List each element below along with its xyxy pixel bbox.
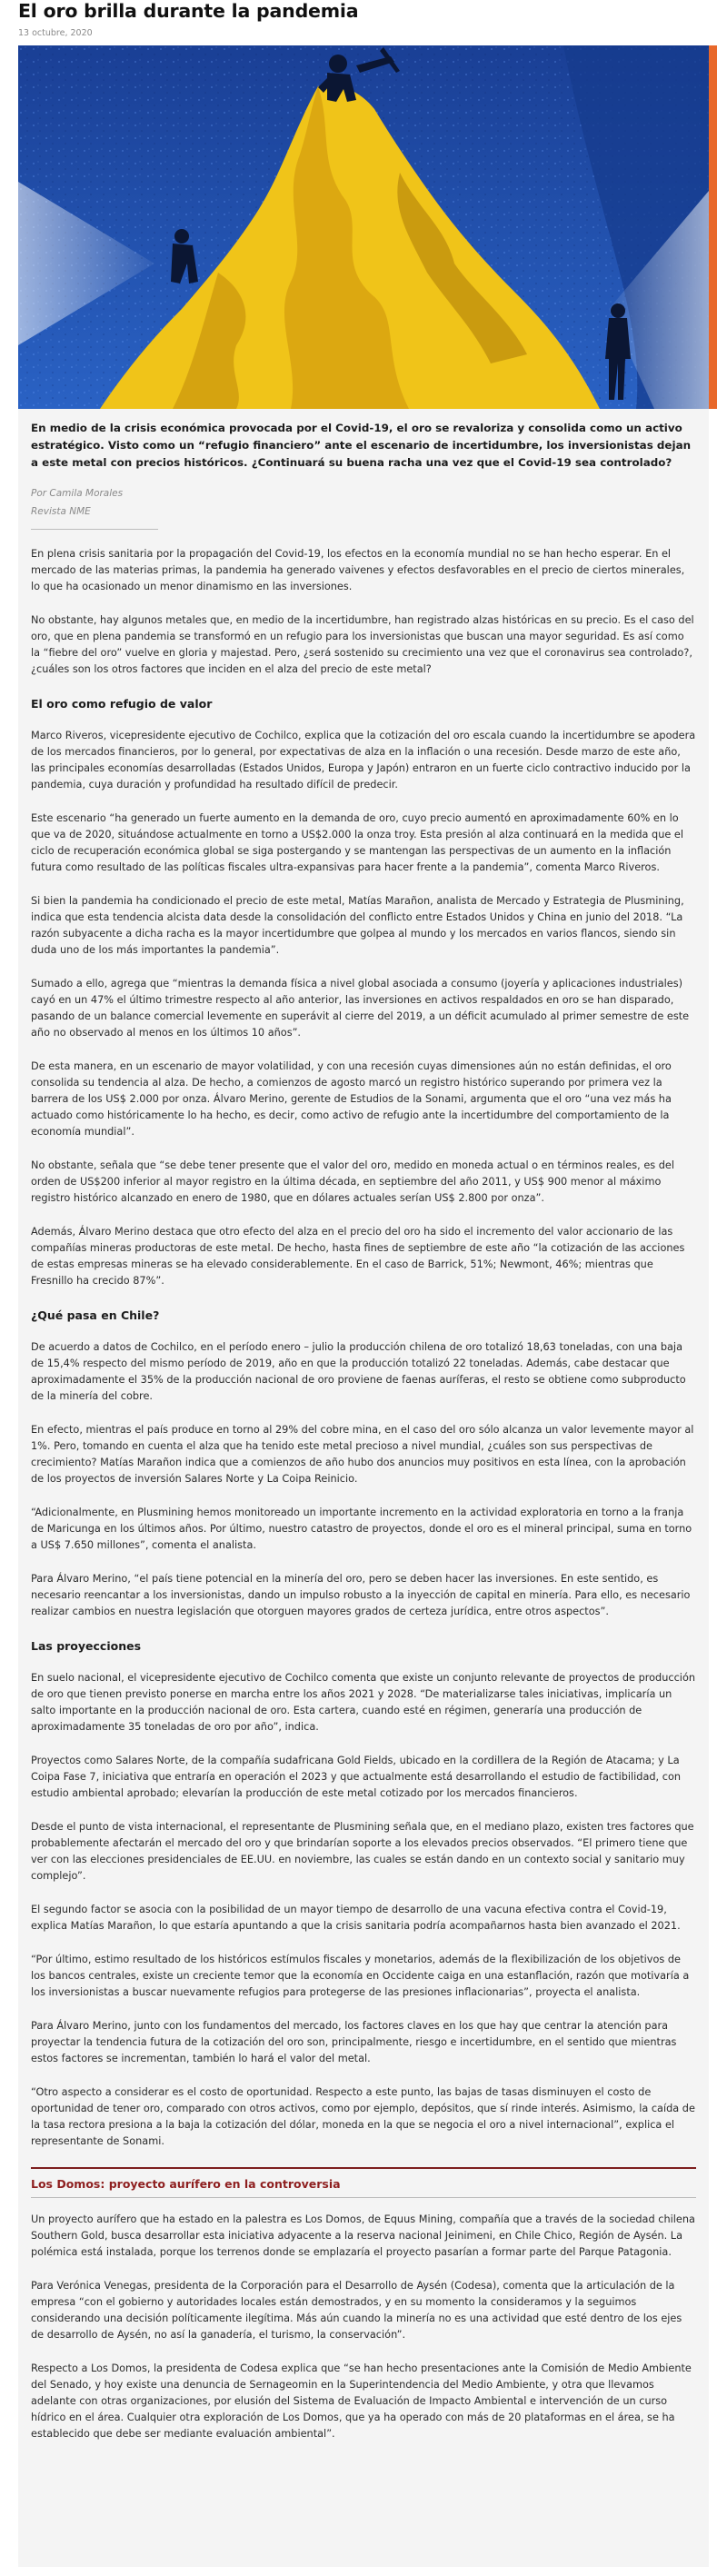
paragraph: El segundo factor se asocia con la posibilidad de un mayor tiempo de desarrollo de una vacuna efectiva contra el Covid-19, explica Matías Marañon, lo que estaría apuntando a que la crisis sanitaria podría acompañarnos hasta bien avanzado el 2021. [31,1904,681,1932]
paragraph: Si bien la pandemia ha condicionado el precio de este metal, Matías Marañon, analista de Mercado y Estrategia de Plusmining, indica que esta tendencia alcista data desde la consolidación del conflicto entre Estados Unidos y China en junio del 2018. “La razón subyacente a dicha racha es la mayor incertidumbre que golpea al mundo y los mercados en varios flancos, siendo sin duda uno de los más importantes la pandemia”. [31,895,684,956]
paragraph: “Adicionalmente, en Plusmining hemos monitoreado un importante incremento en la actividad exploratoria en torno a la franja de Maricunga en los últimos años. Por último, nuestro catastro de proyectos, donde el oro es el mineral principal, suma en torno a US$ 7.650 millones”, comenta el analista. [31,1507,692,1551]
paragraph: En efecto, mientras el país produce en torno al 29% del cobre mina, en el caso del oro sólo alcanza un valor levemente mayor al 1%. Pero, tomando en cuenta el alza que ha tenido este metal precioso a nivel mundial, ¿cuáles son sus perspectivas de crecimiento? Matías Marañon indica que a comienzos de año hubo dos anuncios muy positivos en esta línea, con la aprobación de los proyectos de inversión Salares Norte y La Coipa Reinicio. [31,1424,694,1485]
article-body [18,409,709,2567]
accent-strip [709,45,717,409]
section-heading: Las proyecciones [31,1639,142,1653]
box-top-border [31,2167,696,2169]
article-title: El oro brilla durante la pandemia [18,0,359,22]
paragraph: De acuerdo a datos de Cochilco, en el período enero – julio la producción chilena de oro totalizó 18,63 toneladas, con una baja de 15,4% respecto del mismo período de 2019, año en que la producción totalizó 22 toneladas. Además, cabe destacar que aproximadamente el 35% de la producción nacional de oro proviene de faenas auríferas, el resto se obtiene como subproducto de la minería del cobre. [31,1341,686,1402]
article-lead: En medio de la crisis económica provocada por el Covid-19, el oro se revaloriza y consolida como un activo estratégico. Visto como un “refugio financiero” ante el escenario de incertidumbre, los inversionistas dejan a este metal con precios históricos. ¿Continuará su buena racha una vez que el Covid-19 sea controlado? [31,422,692,469]
box-paragraph: Respecto a Los Domos, la presidenta de Codesa explica que “se han hecho presentaciones ante la Comisión de Medio Ambiente del Senado, y hoy existe una denuncia de Sernageomin en la Superintendencia del Medio Ambiente, y otra que llevamos adelante con otras organizaciones, por elusión del Sistema de Evaluación de Impacto Ambiental e intervención de un curso hídrico en el área. Cualquier otra exploración de Los Domos, que ya ha operado con más de 20 plataformas en el área, se ha establecido que debe ser mediante evaluación ambiental”. [31,2362,692,2440]
paragraph: No obstante, señala que “se debe tener presente que el valor del oro, medido en moneda actual o en términos reales, es del orden de US$200 inferior al mayor registro en la última década, en septiembre del año 2011, y US$ 900 menor al máximo registro histórico alcanzado en enero de 1980, que en dólares actuales serían US$ 2.800 por onza”. [31,1159,675,1204]
paragraph: En suelo nacional, el vicepresidente ejecutivo de Cochilco comenta que existe un conjunto relevante de proyectos de producción de oro que tienen previsto ponerse en marcha entre los años 2021 y 2028. “De materializarse tales iniciativas, implicaría un salto importante en la producción nacional de oro. Esta cartera, cuando esté en régimen, generaría una producción de aproximadamente 35 toneladas de oro por año”, indica. [31,1672,696,1733]
byline-divider [31,529,158,530]
paragraph: Para Álvaro Merino, “el país tiene potencial en la minería del oro, pero se deben hacer las inversiones. En este sentido, es necesario reencantar a los inversionistas, dando un impulso robusto a la inyección de capital en minería. Para ello, es necesario realizar cambios en nuestra legislación que otorguen mayores grados de certeza jurídica, entre otros aspectos”. [31,1573,691,1617]
author: Por Camila Morales [31,488,124,499]
intro-paragraph: En plena crisis sanitaria por la propagación del Covid-19, los efectos en la economía mundial no se han hecho esperar. En el mercado de las materias primas, la pandemia ha generado vaivenes y efectos desfavorables en el precio de ciertos minerales, lo que ha ocasionado un menor dinamismo en las inversiones. [31,548,685,592]
publication: Revista NME [31,506,91,517]
paragraph: Desde el punto de vista internacional, el representante de Plusmining señala que, en el mediano plazo, existen tres factores que probablemente afectarán el mercado del oro y que brindarían soporte a los elevados precios observados. “El primero tiene que ver con las elecciones presidenciales de EE.UU. en noviembre, las cuales se están dando en un contexto social y sanitario muy complejo”. [31,1821,694,1882]
box-paragraph: Un proyecto aurífero que ha estado en la palestra es Los Domos, de Equus Mining, compañía que a través de la sociedad chilena Southern Gold, busca desarrollar esta iniciativa adyacente a la reserva nacional Jeinimeni, en Chile Chico, Región de Aysén. La polémica está instalada, porque los terrenos donde se emplazaría el proyecto pasarían a formar parte del Parque Patagonia. [31,2213,695,2258]
box-heading: Los Domos: proyecto aurífero en la controversia [31,2177,341,2191]
paragraph: “Por último, estimo resultado de los históricos estímulos fiscales y monetarios, además de la flexibilización de los objetivos de los bancos centrales, existe un creciente temor que la economía en Occidente caiga en una estanflación, razón que motivaría a los inversionistas a buscar nuevamente refugios para protegerse de las presiones inflacionarias”, proyecta el analista. [31,1954,690,1998]
paragraph: Este escenario “ha generado un fuerte aumento en la demanda de oro, cuyo precio aumentó en aproximadamente 60% en lo que va de 2020, situándose actualmente en torno a US$2.000 la onza troy. Esta presión al alza continuará en la medida que el ciclo de recuperación económica global se siga postergando y se mantengan las perspectivas de un aumento en la inflación futura como resultado de las políticas fiscales ultra-expansivas para hacer frente a la pandemia”, comenta Marco Riveros. [31,812,684,873]
paragraph: Sumado a ello, agrega que “mientras la demanda física a nivel global asociada a consumo (joyería y aplicaciones industriales) cayó en un 47% el último trimestre respecto al año anterior, las inversiones en activos respaldados en oro se han disparado, pasando de un balance comercial levemente en superávit al cierre del 2019, a un déficit acumulado al primer semestre de este año no observado al menos en los últimos 10 años”. [31,978,690,1039]
section-heading: ¿Qué pasa en Chile? [31,1308,160,1322]
paragraph: Para Álvaro Merino, junto con los fundamentos del mercado, los factores claves en los que hay que centrar la atención para proyectar la tendencia futura de la cotización del oro son, principalmente, riesgo e incertidumbre, en el sentido que mientras estos factores se incrementan, también lo hará el valor del metal. [31,2020,677,2064]
paragraph: “Otro aspecto a considerar es el costo de oportunidad. Respecto a este punto, las bajas de tasas disminuyen el costo de oportunidad de tener oro, comparado con otros activos, como por ejemplo, depósitos, que sí rinde interés. Asimismo, la caída de la tasa rectora presiona a la baja la cotización del dólar, moneda en la que se negocia el oro a nivel internacional”, explica el representante de Sonami. [31,2086,695,2147]
section-heading: El oro como refugio de valor [31,697,213,711]
paragraph: De esta manera, en un escenario de mayor volatilidad, y con una recesión cuyas dimensiones aún no están definidas, el oro consolida su tendencia al alza. De hecho, a comienzos de agosto marcó un registro histórico superando por primera vez la barrera de los US$ 2.000 por onza. Álvaro Merino, gerente de Estudios de la Sonami, argumenta que el oro “una vez más ha actuado como históricamente lo ha hecho, es decir, como activo de refugio ante la incertidumbre del comportamiento de la economía mundial”. [31,1060,672,1138]
paragraph: Proyectos como Salares Norte, de la compañía sudafricana Gold Fields, ubicado en la cordillera de la Región de Atacama; y La Coipa Fase 7, iniciativa que entraría en operación el 2023 y que actualmente está desarrollando el estudio de factibilidad, con estudio ambiental aprobado; elevarían la producción de este metal cotizado por los mercados financieros. [31,1755,682,1799]
publish-date: 13 octubre, 2020 [18,28,93,38]
box-divider [31,2197,696,2198]
paragraph: Marco Riveros, vicepresidente ejecutivo de Cochilco, explica que la cotización del oro escala cuando la incertidumbre se apodera de los mercados financieros, por lo general, por expectativas de alza en la inflación o una recesión. Desde marzo de este año, las principales economías desarrolladas (Estados Unidos, Europa y Japón) entraron en un fuerte ciclo contractivo inducido por la pandemia, cuya duración y profundidad ha resultado difícil de predecir. [31,730,696,791]
paragraph: Además, Álvaro Merino destaca que otro efecto del alza en el precio del oro ha sido el incremento del valor accionario de las compañías mineras productoras de este metal. De hecho, hasta fines de septiembre de este año “la cotización de las acciones de estas empresas mineras se ha elevado considerablemente. En el caso de Barrick, 51%; Newmont, 46%; mientras que Fresnillo ha crecido 87%”. [31,1226,685,1287]
hero-illustration [18,45,709,409]
box-paragraph: Para Verónica Venegas, presidenta de la Corporación para el Desarrollo de Aysén (Codesa), comenta que la articulación de la empresa “con el gobierno y autoridades locales están demostrados, y en su momento la consideramos y la seguimos considerando una decisión políticamente ilegítima. Más aún cuando la minería no es una actividad que esté dentro de los ejes de desarrollo de Aysén, no así la ganadería, el turismo, la conservación”. [31,2280,682,2341]
intro-paragraph: No obstante, hay algunos metales que, en medio de la incertidumbre, han registrado alzas históricas en su precio. Es el caso del oro, que en plena pandemia se transformó en un refugio para los inversionistas que buscan una mayor seguridad. Es así como la “fiebre del oro” vuelve en gloria y majestad. Pero, ¿será sostenido su crecimiento una vez que el coronavirus sea controlado?, ¿cuáles son los otros factores que inciden en el alza del precio de este metal? [31,614,694,675]
